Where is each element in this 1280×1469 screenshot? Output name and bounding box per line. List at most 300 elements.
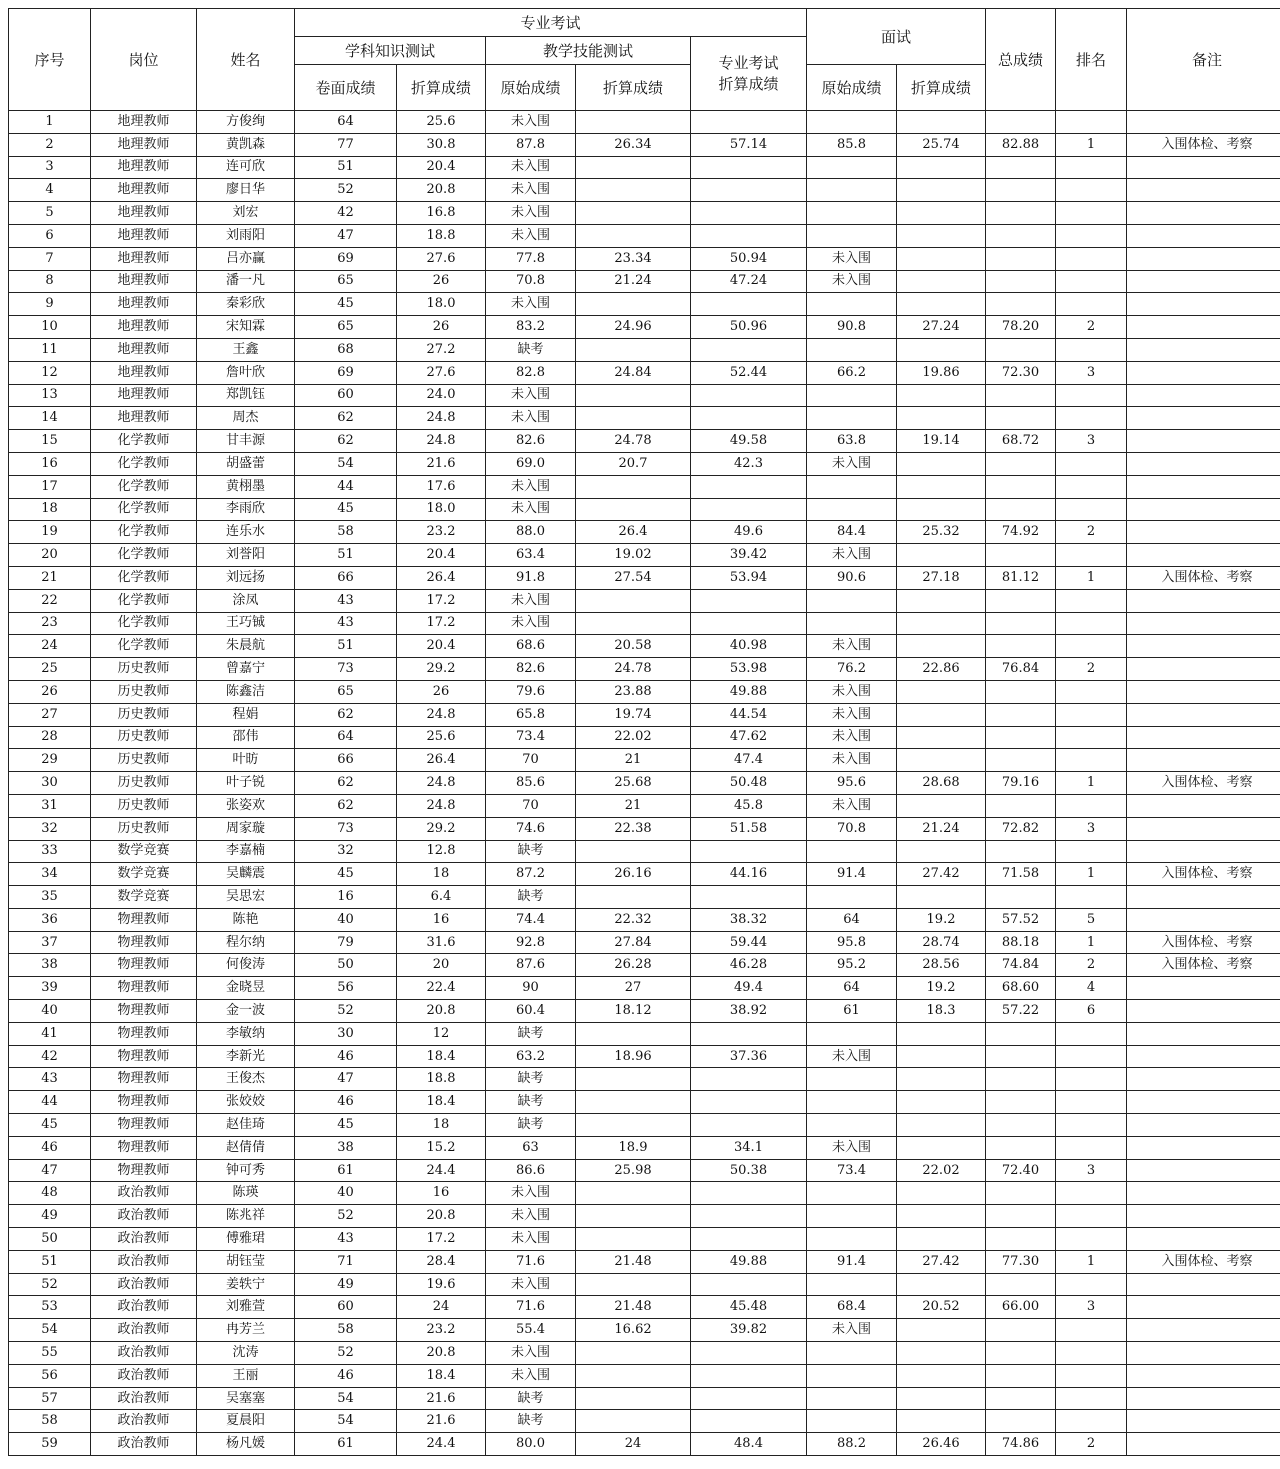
table-row <box>9 475 1280 498</box>
prof-converted-cell: 49.58 <box>691 430 807 453</box>
prof-converted-cell: 47.62 <box>691 726 807 749</box>
rank-cell: 1 <box>1056 772 1127 795</box>
prof-converted-cell: 49.6 <box>691 521 807 544</box>
total-cell: 81.12 <box>986 566 1056 589</box>
name-cell: 张姿欢 <box>197 794 295 817</box>
interview-raw-cell: 未入围 <box>807 1136 897 1159</box>
name-cell: 程娟 <box>197 703 295 726</box>
remark-cell <box>1127 202 1280 225</box>
header-prof-exam: 专业考试 <box>295 9 807 37</box>
skill-converted-cell <box>576 475 691 498</box>
rank-cell <box>1056 1387 1127 1410</box>
table-row <box>9 361 1280 384</box>
knowledge-converted-cell: 27.2 <box>397 338 486 361</box>
table-row <box>9 498 1280 521</box>
name-cell: 何俊涛 <box>197 954 295 977</box>
post-cell: 化学教师 <box>91 475 197 498</box>
skill-converted-cell <box>576 179 691 202</box>
knowledge-converted-cell: 24.4 <box>397 1159 486 1182</box>
rank-cell <box>1056 202 1127 225</box>
skill-converted-cell: 26.34 <box>576 133 691 156</box>
interview-converted-cell <box>897 270 986 293</box>
total-cell <box>986 1205 1056 1228</box>
interview-converted-cell: 25.74 <box>897 133 986 156</box>
post-cell: 政治教师 <box>91 1433 197 1456</box>
seq-cell: 3 <box>9 156 91 179</box>
seq-cell: 11 <box>9 338 91 361</box>
prof-converted-cell: 50.38 <box>691 1159 807 1182</box>
table-row <box>9 589 1280 612</box>
paper-score-cell: 69 <box>295 247 397 270</box>
interview-converted-cell <box>897 1045 986 1068</box>
total-cell <box>986 270 1056 293</box>
paper-score-cell: 65 <box>295 680 397 703</box>
knowledge-converted-cell: 25.6 <box>397 111 486 134</box>
interview-converted-cell <box>897 179 986 202</box>
prof-converted-cell: 57.14 <box>691 133 807 156</box>
knowledge-converted-cell: 18.8 <box>397 224 486 247</box>
table-row <box>9 224 1280 247</box>
knowledge-converted-cell: 20.8 <box>397 1342 486 1365</box>
knowledge-converted-cell: 18.4 <box>397 1091 486 1114</box>
total-cell <box>986 111 1056 134</box>
remark-cell <box>1127 1364 1280 1387</box>
remark-cell <box>1127 452 1280 475</box>
skill-raw-cell: 71.6 <box>486 1296 576 1319</box>
paper-score-cell: 61 <box>295 1433 397 1456</box>
seq-cell: 15 <box>9 430 91 453</box>
post-cell: 历史教师 <box>91 658 197 681</box>
rank-cell <box>1056 1022 1127 1045</box>
prof-converted-cell <box>691 498 807 521</box>
total-cell: 79.16 <box>986 772 1056 795</box>
post-cell: 地理教师 <box>91 361 197 384</box>
interview-converted-cell <box>897 1091 986 1114</box>
name-cell: 王鑫 <box>197 338 295 361</box>
post-cell: 化学教师 <box>91 521 197 544</box>
knowledge-converted-cell: 20.4 <box>397 635 486 658</box>
interview-converted-cell <box>897 384 986 407</box>
total-cell <box>986 1068 1056 1091</box>
interview-raw-cell <box>807 1342 897 1365</box>
remark-cell <box>1127 977 1280 1000</box>
total-cell: 68.72 <box>986 430 1056 453</box>
remark-cell <box>1127 247 1280 270</box>
name-cell: 刘宏 <box>197 202 295 225</box>
total-cell: 72.40 <box>986 1159 1056 1182</box>
interview-raw-cell: 85.8 <box>807 133 897 156</box>
prof-converted-cell: 40.98 <box>691 635 807 658</box>
header-skill-converted: 折算成绩 <box>576 65 691 111</box>
prof-converted-cell <box>691 407 807 430</box>
paper-score-cell: 62 <box>295 430 397 453</box>
paper-score-cell: 54 <box>295 452 397 475</box>
total-cell <box>986 1182 1056 1205</box>
remark-cell <box>1127 316 1280 339</box>
interview-converted-cell <box>897 407 986 430</box>
interview-converted-cell <box>897 749 986 772</box>
paper-score-cell: 16 <box>295 886 397 909</box>
seq-cell: 24 <box>9 635 91 658</box>
interview-converted-cell: 28.56 <box>897 954 986 977</box>
remark-cell <box>1127 111 1280 134</box>
seq-cell: 22 <box>9 589 91 612</box>
total-cell <box>986 407 1056 430</box>
name-cell: 张姣姣 <box>197 1091 295 1114</box>
paper-score-cell: 30 <box>295 1022 397 1045</box>
prof-converted-cell <box>691 1091 807 1114</box>
total-cell: 77.30 <box>986 1250 1056 1273</box>
table-row <box>9 133 1280 156</box>
interview-raw-cell: 未入围 <box>807 1045 897 1068</box>
paper-score-cell: 69 <box>295 361 397 384</box>
skill-raw-cell: 未入围 <box>486 1228 576 1251</box>
skill-raw-cell: 缺考 <box>486 338 576 361</box>
total-cell: 57.22 <box>986 1000 1056 1023</box>
total-cell <box>986 840 1056 863</box>
seq-cell: 58 <box>9 1410 91 1433</box>
total-cell <box>986 202 1056 225</box>
skill-converted-cell: 21 <box>576 794 691 817</box>
post-cell: 地理教师 <box>91 270 197 293</box>
interview-raw-cell <box>807 612 897 635</box>
seq-cell: 59 <box>9 1433 91 1456</box>
prof-converted-cell <box>691 1387 807 1410</box>
paper-score-cell: 66 <box>295 566 397 589</box>
remark-cell <box>1127 1296 1280 1319</box>
post-cell: 政治教师 <box>91 1205 197 1228</box>
seq-cell: 50 <box>9 1228 91 1251</box>
skill-raw-cell: 74.4 <box>486 908 576 931</box>
name-cell: 甘丰源 <box>197 430 295 453</box>
name-cell: 叶昉 <box>197 749 295 772</box>
knowledge-converted-cell: 18 <box>397 863 486 886</box>
interview-raw-cell: 未入围 <box>807 726 897 749</box>
rank-cell <box>1056 612 1127 635</box>
prof-converted-cell <box>691 1068 807 1091</box>
post-cell: 政治教师 <box>91 1410 197 1433</box>
interview-converted-cell: 28.74 <box>897 931 986 954</box>
prof-converted-cell <box>691 1205 807 1228</box>
paper-score-cell: 43 <box>295 612 397 635</box>
name-cell: 李新光 <box>197 1045 295 1068</box>
skill-raw-cell: 91.8 <box>486 566 576 589</box>
skill-raw-cell: 90 <box>486 977 576 1000</box>
total-cell <box>986 156 1056 179</box>
table-row <box>9 407 1280 430</box>
interview-converted-cell <box>897 1319 986 1342</box>
paper-score-cell: 71 <box>295 1250 397 1273</box>
rank-cell <box>1056 703 1127 726</box>
post-cell: 数学竞赛 <box>91 840 197 863</box>
table-row <box>9 156 1280 179</box>
skill-converted-cell <box>576 202 691 225</box>
rank-cell <box>1056 726 1127 749</box>
seq-cell: 39 <box>9 977 91 1000</box>
paper-score-cell: 64 <box>295 111 397 134</box>
skill-raw-cell: 73.4 <box>486 726 576 749</box>
prof-converted-cell: 38.32 <box>691 908 807 931</box>
seq-cell: 38 <box>9 954 91 977</box>
remark-cell: 入围体检、考察 <box>1127 566 1280 589</box>
post-cell: 政治教师 <box>91 1273 197 1296</box>
knowledge-converted-cell: 20.4 <box>397 156 486 179</box>
skill-raw-cell: 未入围 <box>486 589 576 612</box>
name-cell: 王巧铖 <box>197 612 295 635</box>
post-cell: 历史教师 <box>91 817 197 840</box>
interview-converted-cell <box>897 1205 986 1228</box>
table-row <box>9 726 1280 749</box>
name-cell: 李嘉楠 <box>197 840 295 863</box>
remark-cell <box>1127 475 1280 498</box>
knowledge-converted-cell: 27.6 <box>397 247 486 270</box>
name-cell: 连可欣 <box>197 156 295 179</box>
remark-cell <box>1127 680 1280 703</box>
seq-cell: 45 <box>9 1114 91 1137</box>
total-cell <box>986 475 1056 498</box>
skill-raw-cell: 未入围 <box>486 407 576 430</box>
name-cell: 赵倩倩 <box>197 1136 295 1159</box>
seq-cell: 17 <box>9 475 91 498</box>
prof-converted-cell: 48.4 <box>691 1433 807 1456</box>
interview-converted-cell <box>897 1364 986 1387</box>
seq-cell: 5 <box>9 202 91 225</box>
name-cell: 傅雅珺 <box>197 1228 295 1251</box>
post-cell: 化学教师 <box>91 589 197 612</box>
knowledge-converted-cell: 26 <box>397 680 486 703</box>
seq-cell: 35 <box>9 886 91 909</box>
skill-raw-cell: 92.8 <box>486 931 576 954</box>
interview-converted-cell: 26.46 <box>897 1433 986 1456</box>
name-cell: 黄栩墨 <box>197 475 295 498</box>
name-cell: 赵佳琦 <box>197 1114 295 1137</box>
paper-score-cell: 45 <box>295 498 397 521</box>
interview-raw-cell <box>807 1182 897 1205</box>
interview-raw-cell: 未入围 <box>807 452 897 475</box>
post-cell: 地理教师 <box>91 338 197 361</box>
skill-converted-cell <box>576 498 691 521</box>
remark-cell <box>1127 1433 1280 1456</box>
interview-raw-cell: 95.2 <box>807 954 897 977</box>
table-row <box>9 1022 1280 1045</box>
table-row <box>9 1433 1280 1456</box>
remark-cell <box>1127 1022 1280 1045</box>
remark-cell <box>1127 156 1280 179</box>
skill-raw-cell: 缺考 <box>486 1022 576 1045</box>
name-cell: 王丽 <box>197 1364 295 1387</box>
rank-cell <box>1056 1364 1127 1387</box>
knowledge-converted-cell: 17.6 <box>397 475 486 498</box>
remark-cell <box>1127 338 1280 361</box>
prof-converted-cell <box>691 202 807 225</box>
paper-score-cell: 62 <box>295 407 397 430</box>
remark-cell <box>1127 407 1280 430</box>
table-row <box>9 908 1280 931</box>
rank-cell <box>1056 1114 1127 1137</box>
skill-converted-cell: 25.98 <box>576 1159 691 1182</box>
skill-converted-cell <box>576 589 691 612</box>
paper-score-cell: 65 <box>295 316 397 339</box>
rank-cell <box>1056 475 1127 498</box>
table-row <box>9 749 1280 772</box>
remark-cell <box>1127 1319 1280 1342</box>
seq-cell: 41 <box>9 1022 91 1045</box>
name-cell: 詹叶欣 <box>197 361 295 384</box>
interview-raw-cell: 88.2 <box>807 1433 897 1456</box>
skill-raw-cell: 缺考 <box>486 1091 576 1114</box>
name-cell: 吴塞塞 <box>197 1387 295 1410</box>
post-cell: 数学竞赛 <box>91 863 197 886</box>
interview-converted-cell <box>897 1182 986 1205</box>
name-cell: 吴麟震 <box>197 863 295 886</box>
seq-cell: 36 <box>9 908 91 931</box>
seq-cell: 1 <box>9 111 91 134</box>
skill-raw-cell: 80.0 <box>486 1433 576 1456</box>
paper-score-cell: 64 <box>295 726 397 749</box>
rank-cell: 1 <box>1056 133 1127 156</box>
interview-raw-cell: 未入围 <box>807 680 897 703</box>
seq-cell: 23 <box>9 612 91 635</box>
post-cell: 政治教师 <box>91 1319 197 1342</box>
skill-converted-cell: 27.84 <box>576 931 691 954</box>
remark-cell <box>1127 726 1280 749</box>
table-row <box>9 1182 1280 1205</box>
paper-score-cell: 62 <box>295 794 397 817</box>
skill-raw-cell: 缺考 <box>486 1387 576 1410</box>
skill-converted-cell <box>576 1387 691 1410</box>
header-seq: 序号 <box>9 9 91 111</box>
skill-converted-cell: 21.48 <box>576 1296 691 1319</box>
post-cell: 地理教师 <box>91 133 197 156</box>
remark-cell: 入围体检、考察 <box>1127 772 1280 795</box>
knowledge-converted-cell: 21.6 <box>397 1387 486 1410</box>
remark-cell <box>1127 179 1280 202</box>
post-cell: 政治教师 <box>91 1364 197 1387</box>
rank-cell <box>1056 498 1127 521</box>
header-post: 岗位 <box>91 9 197 111</box>
interview-converted-cell <box>897 1136 986 1159</box>
header-name: 姓名 <box>197 9 295 111</box>
prof-converted-cell: 47.4 <box>691 749 807 772</box>
knowledge-converted-cell: 15.2 <box>397 1136 486 1159</box>
skill-raw-cell: 未入围 <box>486 1364 576 1387</box>
interview-raw-cell <box>807 1205 897 1228</box>
post-cell: 历史教师 <box>91 703 197 726</box>
table-row <box>9 977 1280 1000</box>
paper-score-cell: 51 <box>295 544 397 567</box>
prof-converted-cell <box>691 1410 807 1433</box>
paper-score-cell: 61 <box>295 1159 397 1182</box>
total-cell: 78.20 <box>986 316 1056 339</box>
interview-converted-cell: 27.42 <box>897 1250 986 1273</box>
prof-converted-cell <box>691 111 807 134</box>
table-row <box>9 179 1280 202</box>
skill-raw-cell: 未入围 <box>486 1342 576 1365</box>
skill-raw-cell: 83.2 <box>486 316 576 339</box>
remark-cell <box>1127 1410 1280 1433</box>
interview-converted-cell <box>897 224 986 247</box>
remark-cell <box>1127 544 1280 567</box>
table-row <box>9 794 1280 817</box>
post-cell: 化学教师 <box>91 452 197 475</box>
interview-converted-cell <box>897 452 986 475</box>
total-cell: 72.82 <box>986 817 1056 840</box>
prof-converted-cell: 44.54 <box>691 703 807 726</box>
seq-cell: 19 <box>9 521 91 544</box>
total-cell <box>986 1022 1056 1045</box>
post-cell: 物理教师 <box>91 1114 197 1137</box>
table-row <box>9 817 1280 840</box>
skill-converted-cell <box>576 886 691 909</box>
interview-raw-cell <box>807 156 897 179</box>
total-cell <box>986 589 1056 612</box>
name-cell: 叶子锐 <box>197 772 295 795</box>
total-cell: 88.18 <box>986 931 1056 954</box>
total-cell <box>986 794 1056 817</box>
interview-raw-cell: 95.8 <box>807 931 897 954</box>
seq-cell: 40 <box>9 1000 91 1023</box>
seq-cell: 31 <box>9 794 91 817</box>
skill-converted-cell <box>576 407 691 430</box>
paper-score-cell: 79 <box>295 931 397 954</box>
name-cell: 陈兆祥 <box>197 1205 295 1228</box>
score-table <box>8 8 1280 1456</box>
table-row <box>9 703 1280 726</box>
table-row <box>9 1410 1280 1433</box>
paper-score-cell: 58 <box>295 1319 397 1342</box>
skill-converted-cell: 21 <box>576 749 691 772</box>
seq-cell: 16 <box>9 452 91 475</box>
remark-cell <box>1127 612 1280 635</box>
skill-raw-cell: 63 <box>486 1136 576 1159</box>
name-cell: 刘誉阳 <box>197 544 295 567</box>
knowledge-converted-cell: 24.8 <box>397 772 486 795</box>
remark-cell <box>1127 1114 1280 1137</box>
seq-cell: 27 <box>9 703 91 726</box>
knowledge-converted-cell: 17.2 <box>397 612 486 635</box>
knowledge-converted-cell: 20.8 <box>397 179 486 202</box>
total-cell <box>986 179 1056 202</box>
seq-cell: 47 <box>9 1159 91 1182</box>
table-row <box>9 1045 1280 1068</box>
skill-raw-cell: 70 <box>486 794 576 817</box>
skill-converted-cell: 20.7 <box>576 452 691 475</box>
remark-cell <box>1127 1387 1280 1410</box>
knowledge-converted-cell: 26.4 <box>397 566 486 589</box>
rank-cell: 3 <box>1056 430 1127 453</box>
skill-raw-cell: 82.8 <box>486 361 576 384</box>
table-row <box>9 1114 1280 1137</box>
skill-converted-cell <box>576 1205 691 1228</box>
interview-converted-cell: 19.14 <box>897 430 986 453</box>
table-row <box>9 1387 1280 1410</box>
remark-cell <box>1127 1228 1280 1251</box>
interview-converted-cell <box>897 475 986 498</box>
paper-score-cell: 50 <box>295 954 397 977</box>
knowledge-converted-cell: 17.2 <box>397 1228 486 1251</box>
table-row <box>9 1250 1280 1273</box>
prof-converted-cell <box>691 156 807 179</box>
interview-raw-cell <box>807 1273 897 1296</box>
remark-cell <box>1127 1045 1280 1068</box>
paper-score-cell: 62 <box>295 703 397 726</box>
rank-cell <box>1056 544 1127 567</box>
skill-converted-cell: 26.4 <box>576 521 691 544</box>
seq-cell: 46 <box>9 1136 91 1159</box>
total-cell <box>986 338 1056 361</box>
skill-converted-cell: 22.32 <box>576 908 691 931</box>
rank-cell <box>1056 1091 1127 1114</box>
